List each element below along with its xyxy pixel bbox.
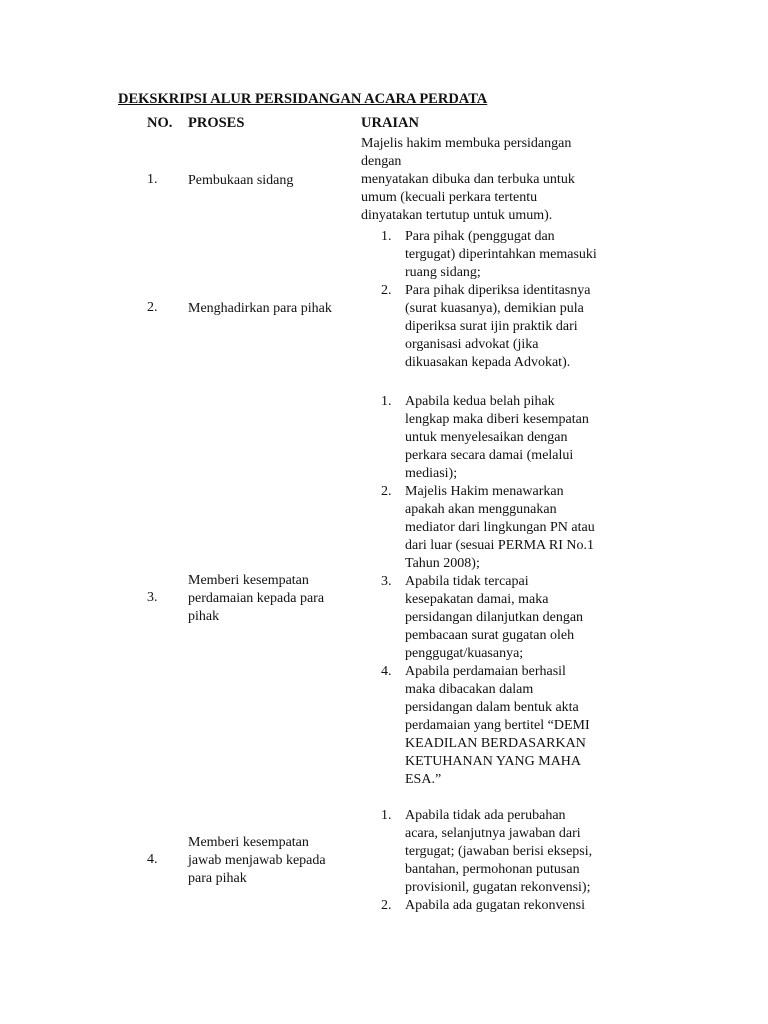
proses-line: Memberi kesempatan	[188, 573, 309, 588]
item-line: Apabila perdamaian berhasil	[405, 664, 566, 679]
item-line: provisionil, gugatan rekonvensi);	[405, 880, 591, 895]
uraian-line: menyatakan dibuka dan terbuka untuk	[361, 172, 575, 187]
item-line: mediasi);	[405, 466, 458, 481]
header-no: NO.	[147, 115, 173, 131]
item-line: perkara secara damai (melalui	[405, 448, 574, 463]
item-line: bantahan, permohonan putusan	[405, 862, 580, 877]
item-number: 1.	[381, 394, 392, 409]
proses-line: pihak	[188, 609, 220, 624]
item-number: 1.	[381, 229, 392, 244]
document-title: DEKSKRIPSI ALUR PERSIDANGAN ACARA PERDATA	[118, 91, 488, 107]
row-proses	[188, 172, 353, 190]
item-line: persidangan dalam bentuk akta	[405, 700, 579, 715]
item-line: Para pihak diperiksa identitasnya	[405, 283, 591, 298]
uraian-line: umum (kecuali perkara tertentu	[361, 190, 538, 205]
item-number: 3.	[381, 574, 392, 589]
proses-line: perdamaian kepada para	[188, 591, 325, 606]
list-item	[361, 393, 621, 483]
item-line: Apabila ada gugatan rekonvensi	[405, 898, 585, 913]
row-uraian	[361, 135, 621, 225]
row-proses	[188, 572, 353, 626]
proses-line: para pihak	[188, 871, 247, 886]
uraian-list	[361, 228, 621, 372]
item-line: Para pihak (penggugat dan	[405, 229, 555, 244]
item-line: apakah akan menggunakan	[405, 502, 557, 517]
proses-line: Menghadirkan para pihak	[188, 301, 332, 316]
row-number: 1.	[147, 172, 158, 187]
item-line: mediator dari lingkungan PN atau	[405, 520, 595, 535]
item-line: untuk menyelesaikan dengan	[405, 430, 568, 445]
list-item	[361, 897, 621, 915]
item-line: Tahun 2008);	[405, 556, 480, 571]
row-proses	[188, 834, 353, 888]
item-line: Apabila tidak tercapai	[405, 574, 529, 589]
proses-line: jawab menjawab kepada	[188, 853, 326, 868]
item-line: pembacaan surat gugatan oleh	[405, 628, 575, 643]
item-line: Majelis Hakim menawarkan	[405, 484, 564, 499]
item-line: perdamaian yang bertitel “DEMI	[405, 718, 590, 733]
row-proses	[188, 300, 353, 318]
item-number: 4.	[381, 664, 392, 679]
item-line: dikuasakan kepada Advokat).	[405, 355, 571, 370]
item-line: tergugat; (jawaban berisi eksepsi,	[405, 844, 593, 859]
item-line: maka dibacakan dalam	[405, 682, 534, 697]
list-item	[361, 807, 621, 897]
list-item	[361, 483, 621, 573]
list-item	[361, 282, 621, 372]
item-line: organisasi advokat (jika	[405, 337, 539, 352]
item-line: tergugat) diperintahkan memasuki	[405, 247, 597, 262]
row-number: 3.	[147, 590, 158, 605]
list-item	[361, 573, 621, 663]
list-item	[361, 228, 621, 282]
list-item	[361, 663, 621, 789]
item-line: persidangan dilanjutkan dengan	[405, 610, 584, 625]
item-line: kesepakatan damai, maka	[405, 592, 549, 607]
proses-line: Pembukaan sidang	[188, 173, 294, 188]
item-line: acara, selanjutnya jawaban dari	[405, 826, 581, 841]
item-line: lengkap maka diberi kesempatan	[405, 412, 589, 427]
item-line: dari luar (sesuai PERMA RI No.1	[405, 538, 594, 553]
uraian-list	[361, 807, 621, 915]
uraian-line: dinyatakan tertutup untuk umum).	[361, 208, 553, 223]
item-number: 1.	[381, 808, 392, 823]
item-line: KETUHANAN YANG MAHA	[405, 754, 582, 769]
item-line: diperiksa surat ijin praktik dari	[405, 319, 578, 334]
item-line: Apabila kedua belah pihak	[405, 394, 555, 409]
proses-line: Memberi kesempatan	[188, 835, 309, 850]
item-line: Apabila tidak ada perubahan	[405, 808, 566, 823]
item-line: ruang sidang;	[405, 265, 481, 280]
row-number: 2.	[147, 300, 158, 315]
row-number: 4.	[147, 852, 158, 867]
item-line: ESA.”	[405, 772, 442, 787]
uraian-line: dengan	[361, 154, 402, 169]
header-uraian: URAIAN	[361, 115, 419, 131]
item-number: 2.	[381, 484, 392, 499]
item-line: (surat kuasanya), demikian pula	[405, 301, 584, 316]
item-line: KEADILAN BERDASARKAN	[405, 736, 586, 751]
item-number: 2.	[381, 898, 392, 913]
item-line: penggugat/kuasanya;	[405, 646, 524, 661]
header-proses: PROSES	[188, 115, 245, 131]
uraian-list	[361, 393, 621, 789]
uraian-line: Majelis hakim membuka persidangan	[361, 136, 572, 151]
item-number: 2.	[381, 283, 392, 298]
